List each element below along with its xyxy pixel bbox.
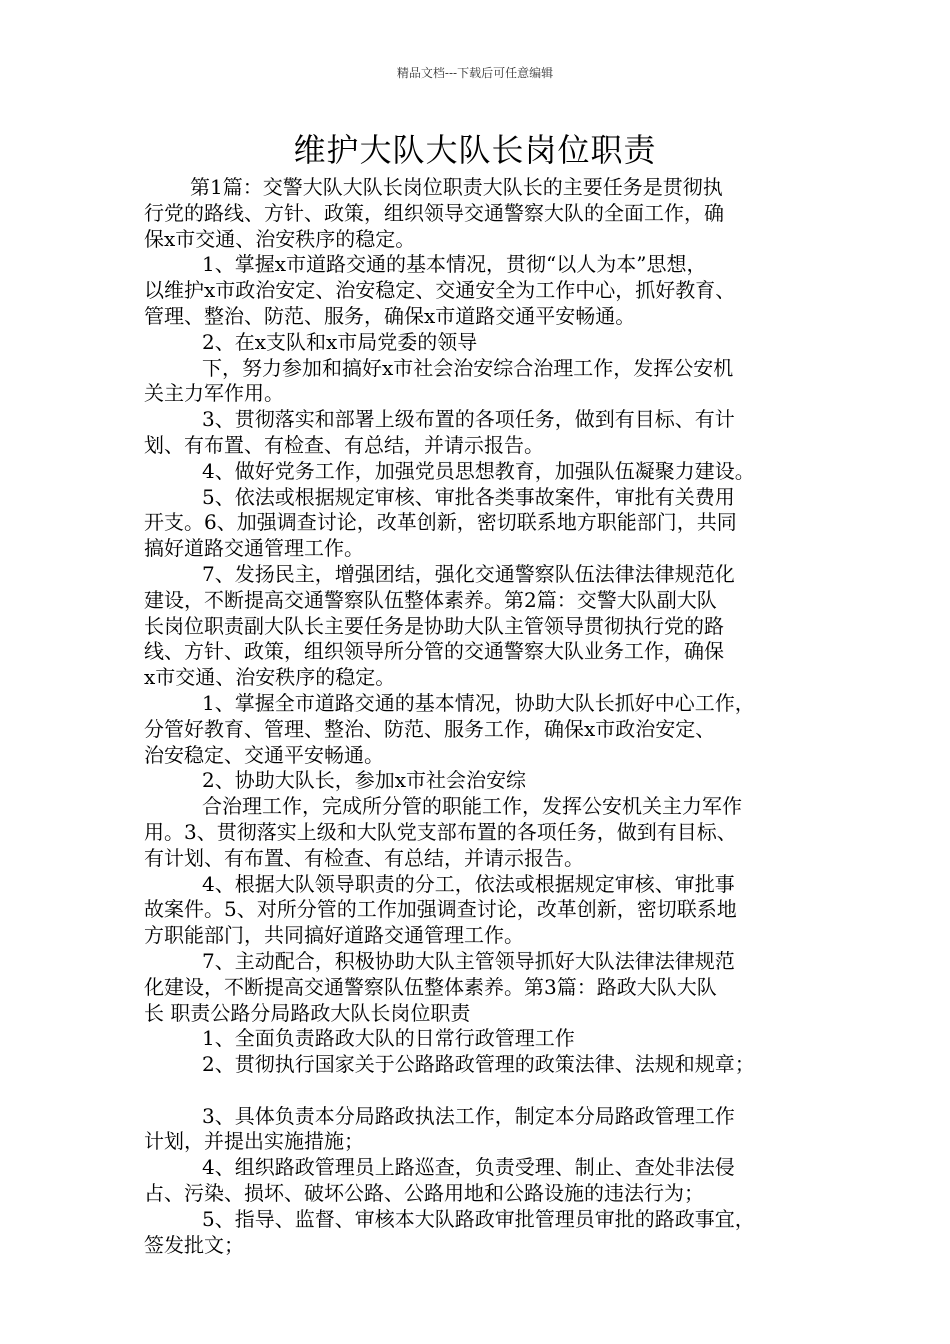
text-line: 故案件。5、对所分管的工作加强调查讨论，改革创新，密切联系地: [144, 897, 737, 922]
text-line: 线、方针、政策，组织领导所分管的交通警察大队业务工作，确保: [144, 639, 724, 664]
text-line: 开支。6、加强调查讨论，改革创新，密切联系地方职能部门，共同: [144, 510, 737, 535]
text-line: 有计划、有布置、有检查、有总结，并请示报告。: [144, 845, 584, 870]
text-line: 计划，并提出实施措施；: [144, 1129, 364, 1154]
text-line: 4、组织路政管理员上路巡查，负责受理、制止、查处非法侵: [202, 1155, 735, 1180]
text-line: 搞好道路交通管理工作。: [144, 536, 364, 561]
text-line: 签发批文；: [144, 1232, 244, 1257]
text-line: 1、全面负责路政大队的日常行政管理工作: [202, 1026, 575, 1051]
text-line: 治安稳定、交通平安畅通。: [144, 742, 384, 767]
text-line: 7、发扬民主，增强团结，强化交通警察队伍法律法律规范化: [202, 561, 735, 586]
document-body: [144, 175, 816, 1258]
text-line: 建设，不断提高交通警察队伍整体素养。第2篇：交警大队副大队: [144, 587, 717, 612]
text-line: 长 职责公路分局路政大队长岗位职责: [144, 1000, 471, 1025]
text-line: 1、掌握全市道路交通的基本情况，协助大队长抓好中心工作，: [202, 690, 755, 715]
text-line: 4、做好党务工作，加强党员思想教育，加强队伍凝聚力建设。: [202, 458, 755, 483]
text-line: 方职能部门，共同搞好道路交通管理工作。: [144, 923, 524, 948]
text-line: 管理、整治、防范、服务，确保x市道路交通平安畅通。: [144, 303, 636, 328]
text-line: 2、贯彻执行国家关于公路路政管理的政策法律、法规和规章；: [202, 1052, 755, 1077]
text-line: x市交通、治安秩序的稳定。: [144, 665, 396, 690]
text-line: 2、在x支队和x市局党委的领导: [202, 329, 478, 354]
text-line: 5、指导、监督、审核本大队路政审批管理员审批的路政事宜，: [202, 1206, 755, 1231]
text-line: 下，努力参加和搞好x市社会治安综合治理工作，发挥公安机: [202, 355, 734, 380]
text-line: 1、掌握x市道路交通的基本情况，贯彻“以人为本”思想，: [202, 252, 707, 277]
text-line: 合治理工作，完成所分管的职能工作，发挥公安机关主力军作: [202, 794, 742, 819]
text-line: [144, 1078, 816, 1104]
page-header: 精品文档---下载后可任意编辑: [396, 66, 554, 80]
text-line: 3、具体负责本分局路政执法工作，制定本分局路政管理工作: [202, 1103, 735, 1128]
text-line: 第1篇：交警大队大队长岗位职责大队长的主要任务是贯彻执: [190, 175, 723, 199]
text-line: 7、主动配合，积极协助大队主管领导抓好大队法律法律规范: [202, 948, 735, 973]
text-line: 4、根据大队领导职责的分工，依法或根据规定审核、审批事: [202, 871, 735, 896]
text-line: 用。3、贯彻落实上级和大队党支部布置的各项任务，做到有目标、: [144, 819, 737, 844]
text-line: 3、贯彻落实和部署上级布置的各项任务，做到有目标、有计: [202, 407, 735, 432]
text-line: 划、有布置、有检查、有总结，并请示报告。: [144, 432, 544, 457]
text-line: 以维护x市政治安定、治安稳定、交通安全为工作中心，抓好教育、: [144, 278, 736, 303]
text-line: 关主力军作用。: [144, 381, 284, 406]
text-line: 分管好教育、管理、整治、防范、服务工作，确保x市政治安定、: [144, 716, 716, 741]
text-line: 保x市交通、治安秩序的稳定。: [144, 226, 416, 251]
text-line: 长岗位职责副大队长主要任务是协助大队主管领导贯彻执行党的路: [144, 613, 724, 638]
text-line: 占、污染、损坏、破坏公路、公路用地和公路设施的违法行为；: [144, 1181, 704, 1206]
text-line: 化建设，不断提高交通警察队伍整体素养。第3篇：路政大队大队: [144, 974, 717, 999]
text-line: 5、依法或根据规定审核、审批各类事故案件，审批有关费用: [202, 484, 735, 509]
text-line: 2、协助大队长，参加x市社会治安综: [202, 768, 527, 793]
text-line: 行党的路线、方针、政策，组织领导交通警察大队的全面工作，确: [144, 200, 724, 225]
document-title: 维护大队大队长岗位职责: [293, 131, 657, 169]
